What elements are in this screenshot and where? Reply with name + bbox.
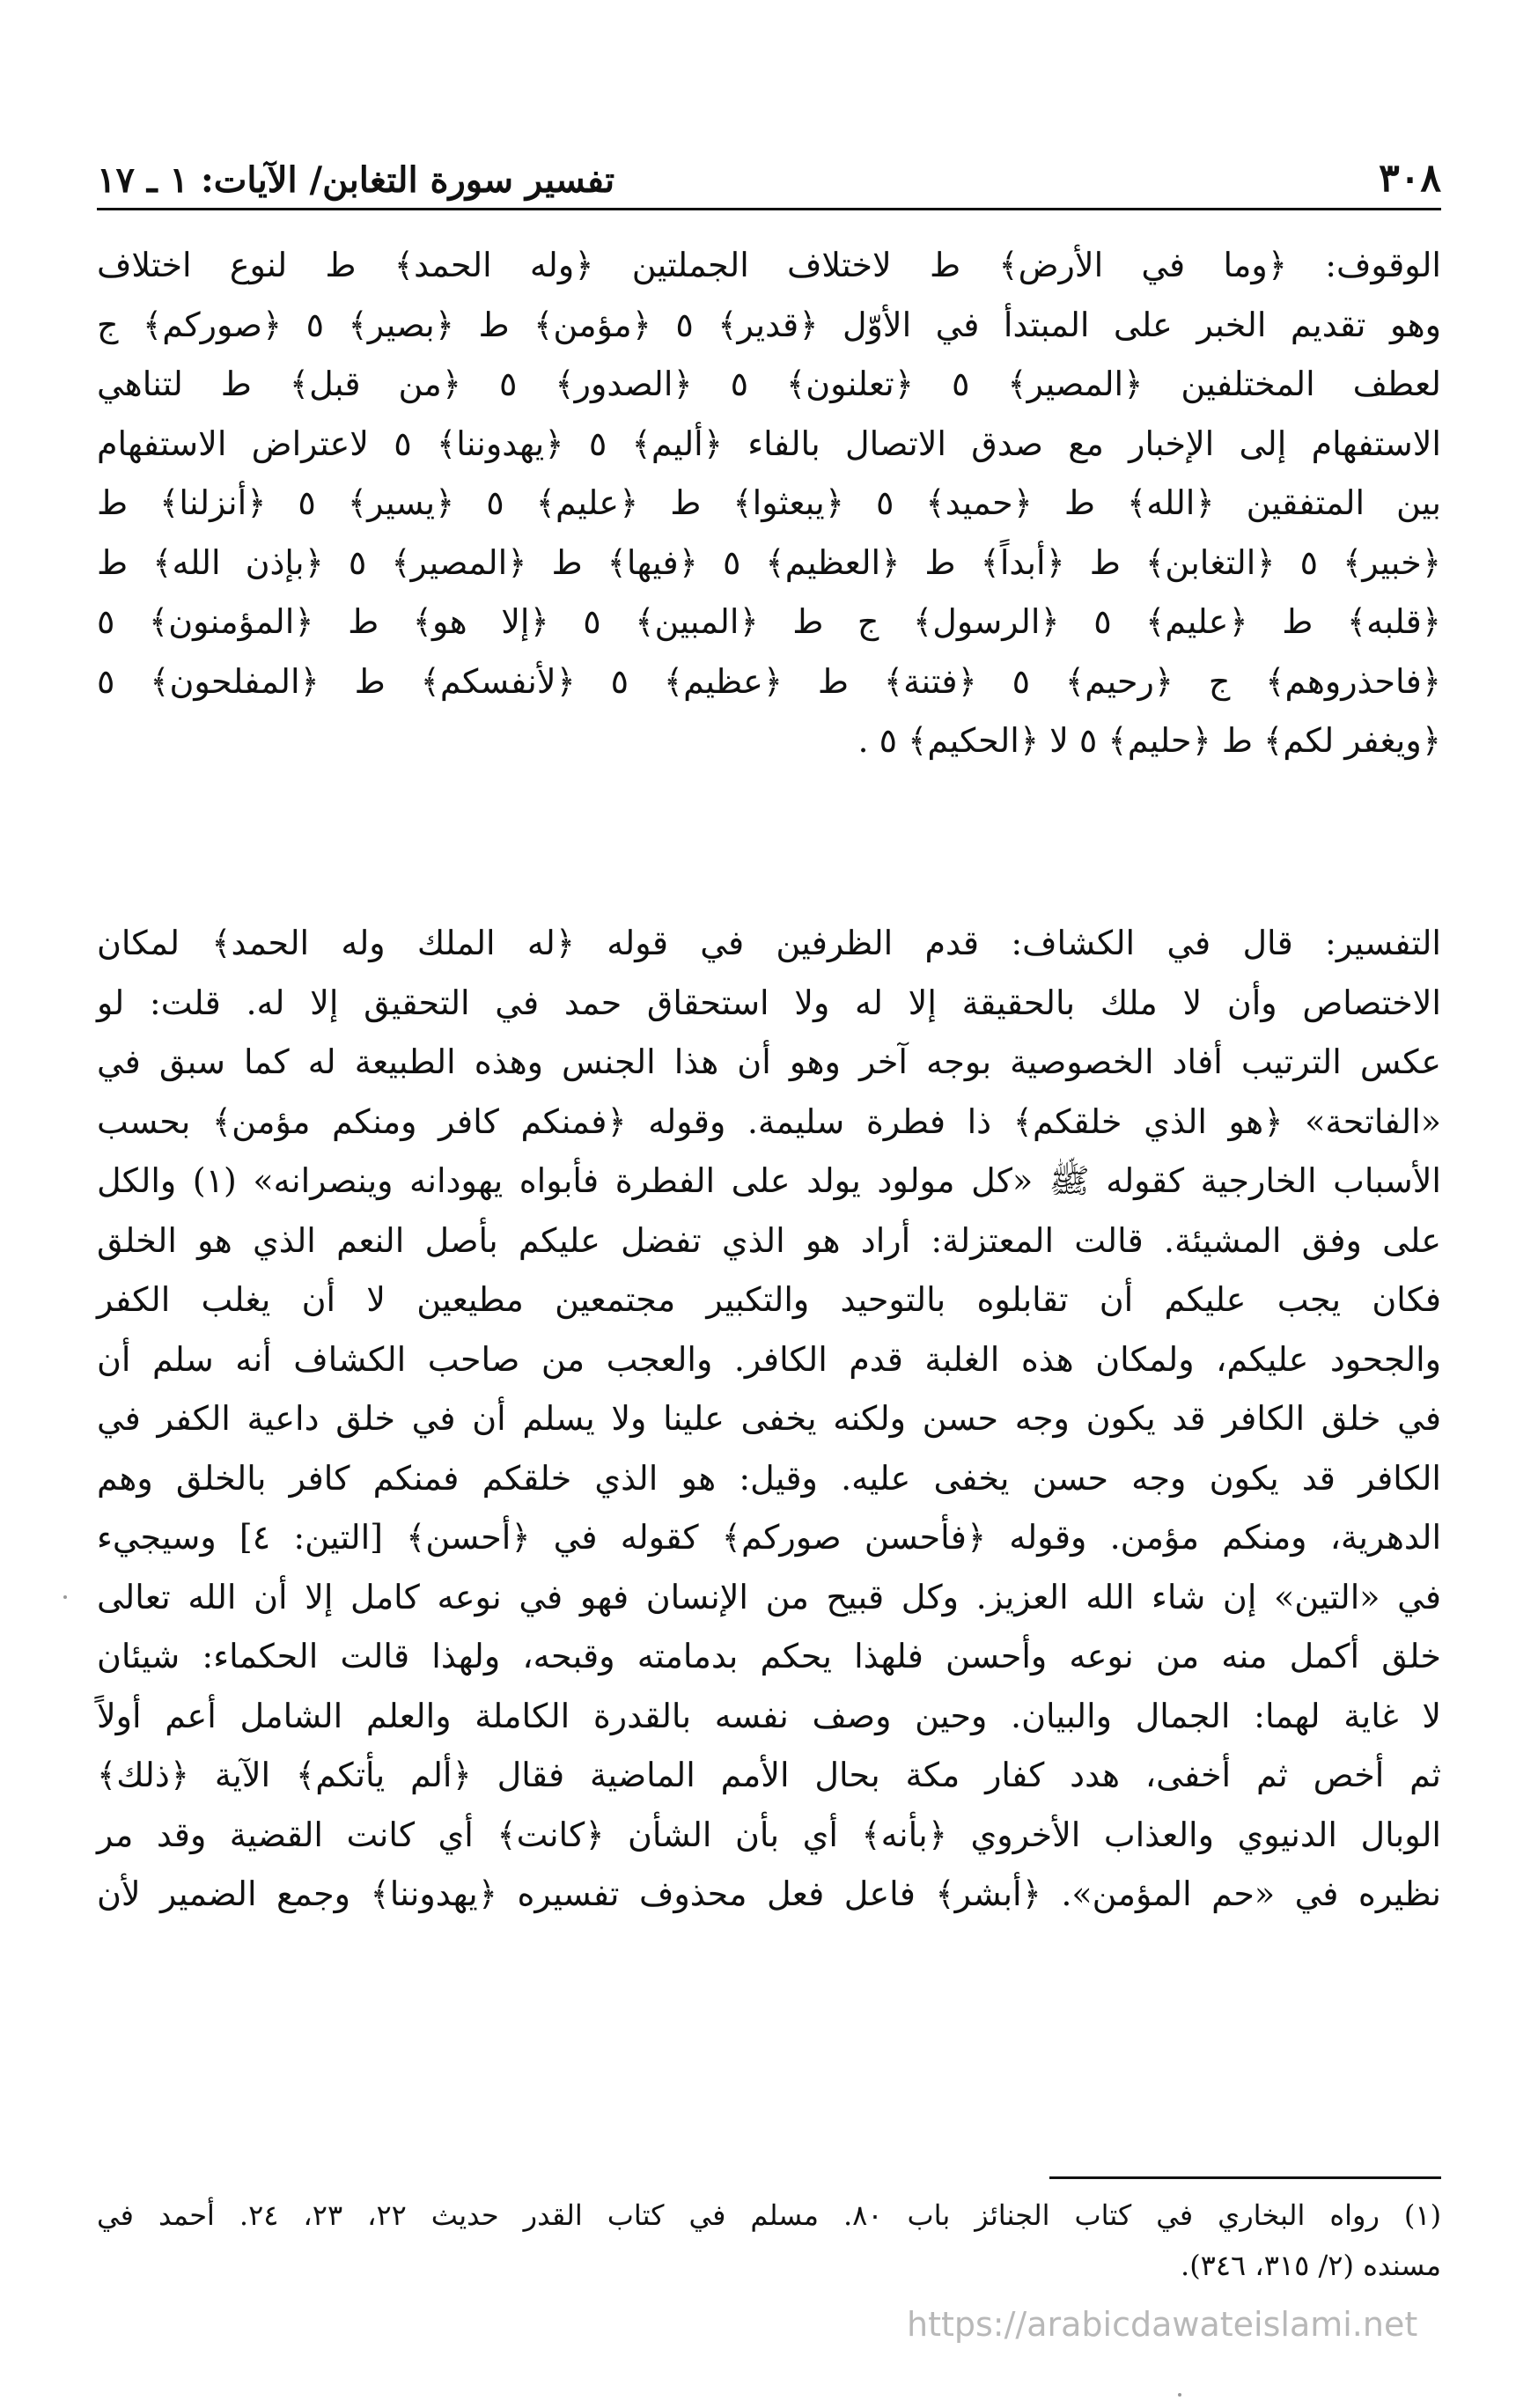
footnote-line: (١) رواه البخاري في كتاب الجنائز باب ٨٠. مسلم في كتاب القدر حديث ٢٢، ٢٣، ٢٤. أحمد في	[97, 2198, 1442, 2232]
tafsir-line: في خلق الكافر قد يكون وجه حسن ولكنه يخفى علينا ولا يسلم أن في خلق داعية الكفر في	[97, 1399, 1441, 1438]
page-number: ٣٠٨	[1379, 156, 1441, 201]
scan-speck	[63, 1595, 67, 1599]
tafsir-line: الأسباب الخارجية كقوله ﷺ «كل مولود يولد على الفطرة فأبواه يهودانه وينصرانه» (١) والكل	[97, 1161, 1441, 1200]
waqf-line: ﴿قلبه﴾ ط ﴿عليم﴾ ٥ ﴿الرسول﴾ ج ط ﴿المبين﴾ ٥ ﴿إلا هو﴾ ط ﴿المؤمنون﴾ ٥	[97, 602, 1442, 641]
footnote	[97, 2191, 1441, 2291]
footnote-line: مسنده (٢/ ٣١٥، ٣٤٦).	[1181, 2249, 1441, 2282]
waqf-section	[97, 236, 1441, 771]
tafsir-line: الاختصاص وأن لا ملك بالحقيقة إلا له ولا استحقاق حمد في التحقيق إلا له. قلت: لو	[97, 983, 1441, 1022]
waqf-line: الاستفهام إلى الإخبار مع صدق الاتصال بالفاء ﴿أليم﴾ ٥ ﴿يهدوننا﴾ ٥ لاعتراض الاستفهام	[97, 423, 1441, 463]
waqf-line: ﴿فاحذروهم﴾ ج ﴿رحيم﴾ ٥ ﴿فتنة﴾ ط ﴿عظيم﴾ ٥ ﴿لأنفسكم﴾ ط ﴿المفلحون﴾ ٥	[97, 661, 1442, 701]
watermark-url: https://arabicdawateislami.net	[907, 2305, 1418, 2344]
tafsir-section	[97, 914, 1441, 1925]
running-header	[97, 139, 1441, 210]
tafsir-line: نظيره في «حم المؤمن». ﴿أبشر﴾ فاعل فعل محذوف تفسيره ﴿يهدوننا﴾ وجمع الضمير لأن	[97, 1874, 1441, 1913]
tafsir-line: لا غاية لهما: الجمال والبيان. وحين وصف نفسه بالقدرة الكاملة والعلم الشامل أعم أولاً	[97, 1696, 1441, 1735]
running-title: تفسير سورة التغابن/ الآيات: ١ ـ ١٧	[97, 159, 615, 201]
tafsir-line: والجحود عليكم، ولمكان هذه الغلبة قدم الكافر. والعجب من صاحب الكشاف أنه سلم أن	[97, 1339, 1441, 1379]
waqf-line: ﴿خبير﴾ ٥ ﴿التغابن﴾ ط ﴿أبداً﴾ ط ﴿العظيم﴾ ٥ ﴿فيها﴾ ط ﴿المصير﴾ ٥ ﴿بإذن الله﴾ ط	[97, 542, 1442, 582]
waqf-line: وهو تقديم الخبر على المبتدأ في الأوّل ﴿قدير﴾ ٥ ﴿مؤمن﴾ ط ﴿بصير﴾ ٥ ﴿صوركم﴾ ج	[97, 305, 1441, 344]
tafsir-line: فكان يجب عليكم أن تقابلوه بالتوحيد والتكبير مجتمعين مطيعين لا أن يغلب الكفر	[97, 1280, 1441, 1319]
waqf-line: بين المتفقين ﴿الله﴾ ط ﴿حميد﴾ ٥ ﴿يبعثوا﴾ ط ﴿عليم﴾ ٥ ﴿يسير﴾ ٥ ﴿أنزلنا﴾ ط	[97, 483, 1441, 522]
footnote-divider	[1049, 2176, 1441, 2179]
tafsir-line: عكس الترتيب أفاد الخصوصية بوجه آخر وهو أن هذا الجنس وهذه الطبيعة له كما سبق في	[97, 1042, 1441, 1081]
scan-speck	[1178, 2393, 1181, 2397]
waqf-line: ﴿ويغفر لكم﴾ ط ﴿حليم﴾ ٥ لا ﴿الحكيم﴾ ٥ .	[857, 721, 1441, 760]
tafsir-line: في «التين» إن شاء الله العزيز. وكل قبيح من الإنسان فهو في نوعه كامل إلا أن الله تعالى	[97, 1577, 1441, 1616]
tafsir-line: خلق أكمل منه من نوعه وأحسن فلهذا يحكم بدمامته وقبحه، ولهذا قالت الحكماء: شيئان	[97, 1637, 1441, 1675]
waqf-line: الوقوف: ﴿وما في الأرض﴾ ط لاختلاف الجملتين ﴿وله الحمد﴾ ط لنوع اختلاف	[97, 246, 1441, 284]
tafsir-line: ثم أخص ثم أخفى، هدد كفار مكة بحال الأمم الماضية فقال ﴿ألم يأتكم﴾ الآية ﴿ذلك﴾	[97, 1756, 1441, 1794]
tafsir-line: الدهرية، ومنكم مؤمن. وقوله ﴿فأحسن صوركم﴾ كقوله في ﴿أحسن﴾ [التين: ٤] وسيجيء	[97, 1518, 1442, 1557]
tafsir-line: «الفاتحة» ﴿هو الذي خلقكم﴾ ذا فطرة سليمة. وقوله ﴿فمنكم كافر ومنكم مؤمن﴾ بحسب	[97, 1101, 1441, 1141]
tafsir-line: على وفق المشيئة. قالت المعتزلة: أراد هو الذي تفضل عليكم بأصل النعم الذي هو الخلق	[97, 1220, 1441, 1260]
waqf-line: لعطف المختلفين ﴿المصير﴾ ٥ ﴿تعلنون﴾ ٥ ﴿الصدور﴾ ٥ ﴿من قبل﴾ ط لتناهي	[97, 365, 1441, 403]
tafsir-line: التفسير: قال في الكشاف: قدم الظرفين في قوله ﴿له الملك وله الحمد﴾ لمكان	[97, 924, 1441, 962]
tafsir-line: الوبال الدنيوي والعذاب الأخروي ﴿بأنه﴾ أي بأن الشأن ﴿كانت﴾ أي كانت القضية وقد مر	[97, 1815, 1441, 1854]
tafsir-line: الكافر قد يكون وجه حسن يخفى عليه. وقيل: هو الذي خلقكم فمنكم كافر بالخلق وهم	[97, 1458, 1441, 1498]
